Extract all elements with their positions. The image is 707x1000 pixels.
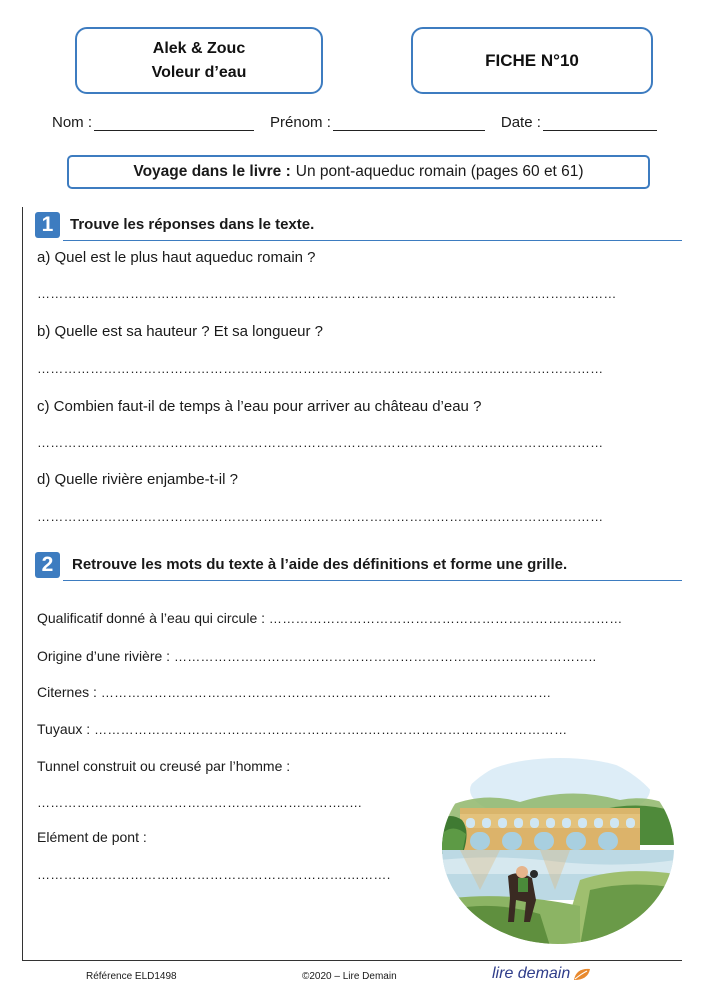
definition-row — [37, 684, 677, 700]
aqueduct-illustration — [440, 750, 676, 946]
voyage-text: Un pont-aqueduc romain (pages 60 et 61) — [295, 163, 584, 180]
section-1-title: Trouve les réponses dans le texte. — [70, 216, 315, 233]
answer-line-c[interactable]: …………………………………………………………………………………………..…………………… — [37, 435, 604, 450]
definition-answer-line[interactable]: …………………………………………………………..………… — [268, 611, 623, 626]
section-2-header — [35, 552, 682, 582]
prenom-label: Prénom : — [270, 114, 331, 131]
book-title-line1: Alek & Zouc — [152, 39, 246, 57]
answer-line-d[interactable]: …………………………………………………………………………………………..…………………… — [37, 509, 604, 524]
definition-row — [37, 758, 290, 774]
voyage-label: Voyage dans le livre : — [133, 163, 291, 180]
definition-row — [37, 866, 427, 882]
definition-row — [37, 721, 677, 737]
definition-label: Tuyaux : — [37, 721, 91, 737]
section-2-underline — [63, 580, 682, 581]
footer-reference: Référence ELD1498 — [86, 971, 177, 982]
definition-answer-line[interactable]: …………………….………………………..……………..… — [37, 795, 363, 810]
brand-leaf-icon — [572, 966, 592, 982]
section-1-number: 1 — [35, 212, 60, 238]
fiche-number: FICHE N°10 — [485, 50, 579, 70]
definition-row — [37, 648, 677, 664]
definition-label: Tunnel construit ou creusé par l’homme : — [37, 758, 291, 774]
bottom-rule — [22, 960, 682, 961]
answer-line-a[interactable]: …………………………………………………………………………………………..……………………… — [37, 286, 617, 301]
definition-label: Origine d’une rivière : — [37, 648, 171, 664]
question-b: b) Quelle est sa hauteur ? Et sa longueur ? — [37, 323, 324, 340]
aqueduct-watercolor-icon — [440, 750, 676, 946]
nom-line[interactable] — [94, 116, 254, 131]
section-2-number: 2 — [35, 552, 60, 578]
definition-label: Qualificatif donné à l’eau qui circule : — [37, 610, 266, 626]
brand-name: lire demain — [492, 965, 571, 982]
definition-label: Elément de pont : — [37, 829, 147, 845]
definition-answer-line[interactable]: ………………………………………………….………………………..…………… — [100, 685, 552, 700]
fiche-number-box — [411, 27, 653, 94]
prenom-line[interactable] — [333, 116, 485, 131]
definition-answer-line[interactable]: ………………………………………………………………..…..…………….. — [173, 649, 597, 664]
student-info-row — [52, 114, 657, 131]
footer-copyright: ©2020 – Lire Demain — [302, 971, 397, 982]
section-1-header — [35, 212, 682, 242]
answer-line-b[interactable]: …………………………………………………………………………………………..…………………… — [37, 361, 604, 376]
definition-row — [37, 610, 677, 626]
definition-row — [37, 794, 427, 810]
section-1-underline — [63, 240, 682, 241]
definition-row — [37, 829, 147, 845]
footer-brand-logo[interactable] — [492, 965, 592, 983]
definition-answer-line[interactable]: …………………………………………………………….………. — [37, 867, 391, 882]
question-c: c) Combien faut-il de temps à l’eau pour arriver au château d’eau ? — [37, 398, 482, 415]
voyage-box — [67, 155, 650, 189]
question-a: a) Quel est le plus haut aqueduc romain ? — [37, 249, 316, 266]
definition-answer-line[interactable]: ……………………………………………………..……………………………………… — [94, 722, 568, 737]
date-label: Date : — [500, 114, 541, 131]
left-margin-rule — [22, 207, 23, 960]
date-line[interactable] — [543, 116, 657, 131]
question-d: d) Quelle rivière enjambe-t-il ? — [37, 471, 238, 488]
nom-label: Nom : — [52, 114, 93, 131]
book-title-line2: Voleur d’eau — [151, 63, 247, 81]
section-2-title: Retrouve les mots du texte à l’aide des définitions et forme une grille. — [72, 556, 568, 573]
definition-label: Citernes : — [37, 684, 97, 700]
book-title-box — [75, 27, 323, 94]
